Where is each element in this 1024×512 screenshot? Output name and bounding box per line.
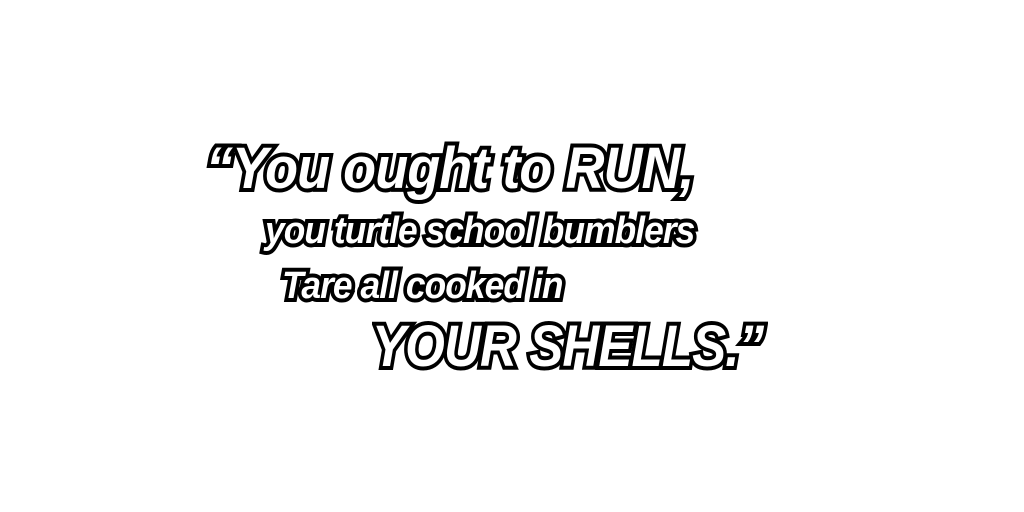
quote-line-2: you turtle school bumblers (265, 210, 695, 252)
quote-line-3: Tare all cooked in (282, 265, 563, 307)
quote-line-4: YOUR SHELLS.” (372, 314, 764, 379)
quote-line-1: “You ought to RUN, (206, 136, 694, 201)
